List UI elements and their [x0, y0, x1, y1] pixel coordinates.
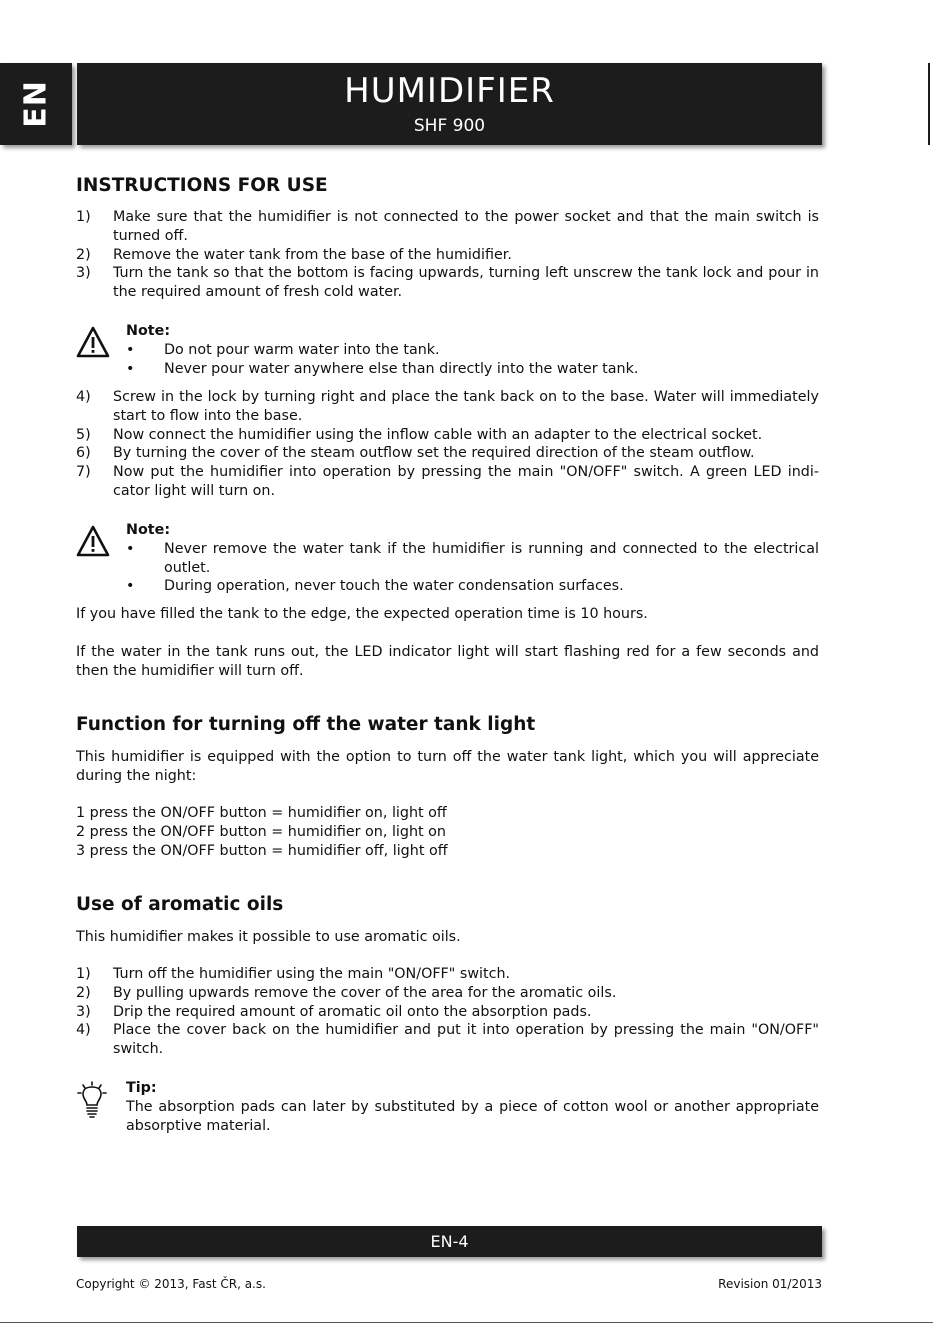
steps-list-a: [76, 208, 819, 302]
list-item: [76, 1021, 819, 1059]
list-item: [76, 264, 819, 302]
light-modes-list: [76, 804, 448, 860]
step-text: Turn off the humidifier using the main "ON/OFF" switch.: [113, 966, 511, 982]
note-box: [76, 521, 819, 601]
page-number: EN-4: [430, 1232, 469, 1251]
step-text: Turn the tank so that the bottom is facing upwards, turning left unscrew the tank lock and pour in the required amount of fresh cold water.: [113, 265, 819, 301]
list-item: [126, 341, 819, 360]
bullet: •: [126, 578, 135, 595]
list-item: [76, 388, 819, 426]
note-list: [126, 341, 819, 379]
tip-label: Tip:: [126, 1080, 157, 1096]
step-number: 5): [76, 426, 91, 443]
list-item: [76, 1003, 819, 1022]
list-item: [76, 426, 819, 445]
note-label: Note:: [126, 522, 171, 538]
model-name: SHF 900: [413, 116, 486, 136]
language-tab: [0, 63, 72, 145]
list-item: [76, 984, 819, 1003]
step-number: 1): [76, 966, 91, 982]
bullet: •: [126, 341, 135, 358]
note-text: Never remove the water tank if the humidifier is running and connected to the electrical outlet.: [164, 540, 819, 576]
tip-box: [76, 1079, 819, 1139]
step-text: Drip the required amount of aromatic oil onto the absorption pads.: [113, 1003, 592, 1020]
paragraph: If the water in the tank runs out, the LED indicator light will start flashing red for a few seconds and then the humidifier will turn off.: [76, 644, 819, 679]
list-item: [76, 444, 819, 463]
step-text: By pulling upwards remove the cover of the area for the aromatic oils.: [113, 984, 617, 1001]
warning-triangle-icon: [76, 524, 110, 558]
step-number: 4): [76, 1022, 91, 1039]
step-text: Place the cover back on the humidifier and put it into operation by pressing the main "ON/OFF" switch.: [113, 1022, 819, 1058]
step-text: Make sure that the humidifier is not connected to the power socket and that the main switch is turned off.: [113, 209, 819, 244]
warning-triangle-icon: [76, 325, 110, 359]
list-item: 1 press the ON/OFF button = humidifier on, light off: [76, 805, 447, 821]
tip-text: The absorption pads can later by substituted by a piece of cotton wool or another appropriate absorptive material.: [126, 1098, 819, 1134]
note-label: Note:: [126, 323, 171, 339]
lightbulb-icon: [76, 1081, 108, 1121]
note-text: Never pour water anywhere else than directly into the water tank.: [164, 360, 639, 377]
step-text: By turning the cover of the steam outflow set the required direction of the steam outflow.: [113, 445, 755, 462]
paragraph: If you have filled the tank to the edge, the expected operation time is 10 hours.: [76, 606, 648, 622]
step-number: 2): [76, 246, 91, 263]
light-section-title: Function for turning off the water tank light: [76, 714, 536, 735]
list-item: [76, 463, 819, 501]
list-item: 3 press the ON/OFF button = humidifier off, light off: [76, 842, 448, 859]
step-text: Remove the water tank from the base of the humidifier.: [113, 246, 512, 263]
edge-marker: [928, 63, 930, 145]
step-number: 2): [76, 984, 91, 1001]
list-item: 2 press the ON/OFF button = humidifier on, light on: [76, 823, 446, 840]
paragraph: This humidifier is equipped with the option to turn off the water tank light, which you will appreciate during the night:: [76, 749, 819, 784]
page-title: HUMIDIFIER: [344, 71, 555, 111]
list-item: [76, 965, 819, 984]
step-number: 6): [76, 445, 91, 462]
step-number: 7): [76, 464, 91, 481]
step-number: 1): [76, 209, 91, 225]
instructions-title: INSTRUCTIONS FOR USE: [76, 175, 328, 196]
header-bar: [77, 63, 822, 145]
step-number: 3): [76, 1003, 91, 1020]
note-list: [126, 540, 819, 596]
note-text: Do not pour warm water into the tank.: [164, 341, 440, 358]
step-number: 4): [76, 389, 91, 405]
note-box: [76, 322, 819, 382]
note-text: During operation, never touch the water condensation surfaces.: [164, 578, 624, 595]
paragraph: This humidifier makes it possible to use aromatic oils.: [76, 929, 461, 945]
language-label: EN: [18, 80, 54, 128]
list-item: [76, 208, 819, 246]
step-text: Now put the humidifier into operation by pressing the main "ON/OFF" switch. A green LED indi-cator light will turn on.: [113, 464, 819, 499]
step-text: Now connect the humidifier using the inflow cable with an adapter to the electrical socket.: [113, 426, 763, 443]
steps-list-b: [76, 388, 819, 501]
oils-steps-list: [76, 965, 819, 1059]
bullet: •: [126, 360, 135, 377]
step-text: Screw in the lock by turning right and place the tank back on to the base. Water will immediately start to flow into the base.: [113, 389, 819, 424]
bullet: •: [126, 540, 135, 557]
list-item: [76, 246, 819, 265]
list-item: [126, 540, 819, 578]
step-number: 3): [76, 265, 91, 282]
page-number-bar: [77, 1226, 822, 1257]
copyright: Copyright © 2013, Fast ČR, a.s.: [76, 1277, 266, 1291]
list-item: [126, 360, 819, 379]
divider: [0, 1322, 933, 1323]
revision: Revision 01/2013: [718, 1277, 822, 1291]
list-item: [126, 577, 819, 596]
oils-section-title: Use of aromatic oils: [76, 894, 284, 915]
